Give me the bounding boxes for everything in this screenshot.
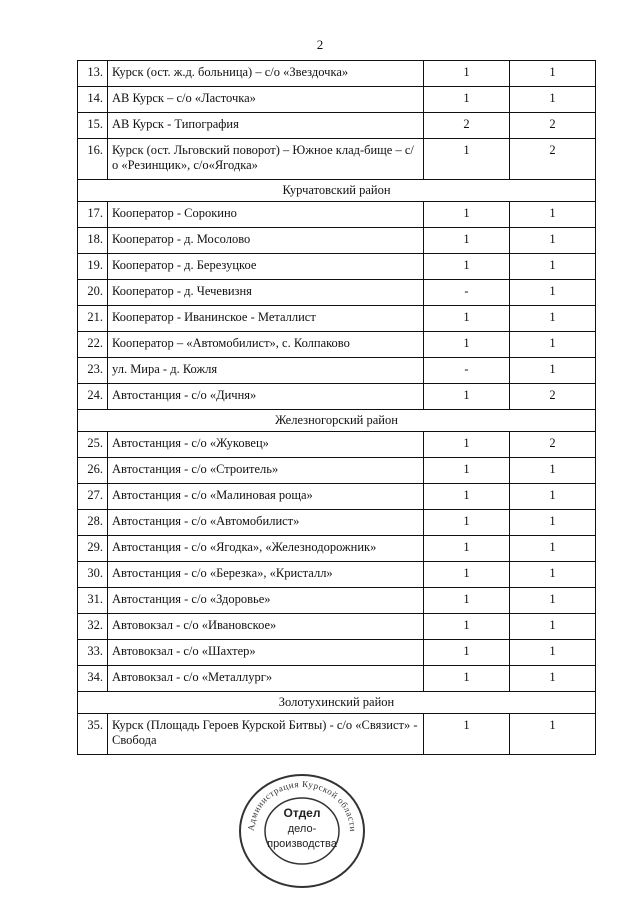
row-number: 22. [78, 332, 108, 358]
value-col-1: 1 [424, 384, 510, 410]
route-name: Автостанция - с/о «Малиновая роща» [108, 484, 424, 510]
routes-table [77, 60, 596, 755]
table-row [78, 588, 596, 614]
route-name: Автостанция - с/о «Дичня» [108, 384, 424, 410]
route-name: Автостанция - с/о «Ягодка», «Железнодорожник» [108, 536, 424, 562]
value-col-2: 2 [510, 113, 596, 139]
value-col-1: 1 [424, 714, 510, 755]
row-number: 27. [78, 484, 108, 510]
route-name: АВ Курск – с/о «Ласточка» [108, 87, 424, 113]
value-col-2: 1 [510, 614, 596, 640]
value-col-2: 1 [510, 202, 596, 228]
value-col-1: 1 [424, 332, 510, 358]
row-number: 20. [78, 280, 108, 306]
route-name: Автостанция - с/о «Строитель» [108, 458, 424, 484]
table-row [78, 640, 596, 666]
route-name: Кооператор - Сорокино [108, 202, 424, 228]
value-col-2: 1 [510, 254, 596, 280]
table-row [78, 113, 596, 139]
table-row [78, 228, 596, 254]
value-col-2: 1 [510, 280, 596, 306]
table-row [78, 458, 596, 484]
value-col-2: 2 [510, 384, 596, 410]
table-row [78, 87, 596, 113]
value-col-1: 1 [424, 61, 510, 87]
value-col-2: 1 [510, 588, 596, 614]
row-number: 23. [78, 358, 108, 384]
value-col-1: 1 [424, 614, 510, 640]
table-row [78, 432, 596, 458]
table-row [78, 384, 596, 410]
value-col-1: 1 [424, 536, 510, 562]
row-number: 34. [78, 666, 108, 692]
value-col-2: 1 [510, 484, 596, 510]
table-row [78, 714, 596, 755]
value-col-2: 2 [510, 139, 596, 180]
route-name: ул. Мира - д. Кожля [108, 358, 424, 384]
route-name: Автовокзал - с/о «Ивановское» [108, 614, 424, 640]
row-number: 14. [78, 87, 108, 113]
route-name: Курск (ост. ж.д. больница) – с/о «Звездочка» [108, 61, 424, 87]
route-name: Автовокзал - с/о «Металлург» [108, 666, 424, 692]
value-col-2: 1 [510, 666, 596, 692]
row-number: 16. [78, 139, 108, 180]
route-name: Кооператор - д. Березуцкое [108, 254, 424, 280]
value-col-1: 1 [424, 640, 510, 666]
row-number: 13. [78, 61, 108, 87]
value-col-2: 1 [510, 714, 596, 755]
row-number: 18. [78, 228, 108, 254]
value-col-1: - [424, 358, 510, 384]
route-name: Автостанция - с/о «Березка», «Кристалл» [108, 562, 424, 588]
section-title: Железногорский район [78, 410, 596, 432]
row-number: 26. [78, 458, 108, 484]
row-number: 25. [78, 432, 108, 458]
value-col-2: 1 [510, 228, 596, 254]
route-name: Автовокзал - с/о «Шахтер» [108, 640, 424, 666]
row-number: 28. [78, 510, 108, 536]
value-col-1: 1 [424, 139, 510, 180]
table-row [78, 358, 596, 384]
office-stamp [236, 772, 368, 890]
table-row [78, 536, 596, 562]
route-name: Автостанция - с/о «Здоровье» [108, 588, 424, 614]
section-header-row [78, 180, 596, 202]
value-col-2: 1 [510, 306, 596, 332]
table-row [78, 614, 596, 640]
row-number: 17. [78, 202, 108, 228]
value-col-1: 1 [424, 562, 510, 588]
value-col-2: 1 [510, 536, 596, 562]
table-row [78, 306, 596, 332]
value-col-1: 1 [424, 202, 510, 228]
section-title: Курчатовский район [78, 180, 596, 202]
value-col-2: 1 [510, 458, 596, 484]
row-number: 35. [78, 714, 108, 755]
route-name: АВ Курск - Типография [108, 113, 424, 139]
section-header-row [78, 410, 596, 432]
row-number: 29. [78, 536, 108, 562]
table-row [78, 332, 596, 358]
table-row [78, 280, 596, 306]
value-col-1: 1 [424, 432, 510, 458]
row-number: 24. [78, 384, 108, 410]
value-col-2: 1 [510, 332, 596, 358]
value-col-1: - [424, 280, 510, 306]
value-col-1: 1 [424, 510, 510, 536]
table-row [78, 254, 596, 280]
stamp-ring-text: Администрация Курской области [245, 778, 359, 833]
value-col-1: 1 [424, 666, 510, 692]
value-col-1: 1 [424, 228, 510, 254]
value-col-1: 1 [424, 87, 510, 113]
stamp-line: производства [267, 838, 337, 850]
route-name: Кооператор – «Автомобилист», с. Колпаково [108, 332, 424, 358]
value-col-1: 1 [424, 306, 510, 332]
route-name: Курск (ост. Льговский поворот) – Южное клад-бище – с/о «Резинщик», с/о«Ягодка» [108, 139, 424, 180]
row-number: 15. [78, 113, 108, 139]
row-number: 19. [78, 254, 108, 280]
table-row [78, 202, 596, 228]
route-name: Кооператор - Иванинское - Металлист [108, 306, 424, 332]
value-col-2: 1 [510, 562, 596, 588]
route-name: Автостанция - с/о «Жуковец» [108, 432, 424, 458]
table-row [78, 61, 596, 87]
section-title: Золотухинский район [78, 692, 596, 714]
value-col-1: 1 [424, 588, 510, 614]
route-name: Кооператор - д. Мосолово [108, 228, 424, 254]
row-number: 31. [78, 588, 108, 614]
row-number: 30. [78, 562, 108, 588]
value-col-1: 2 [424, 113, 510, 139]
row-number: 32. [78, 614, 108, 640]
table-row [78, 484, 596, 510]
row-number: 21. [78, 306, 108, 332]
value-col-2: 1 [510, 510, 596, 536]
value-col-2: 1 [510, 87, 596, 113]
row-number: 33. [78, 640, 108, 666]
value-col-1: 1 [424, 458, 510, 484]
page-number: 2 [316, 37, 324, 52]
table-row [78, 666, 596, 692]
stamp-line: дело- [287, 823, 317, 835]
section-header-row [78, 692, 596, 714]
value-col-2: 1 [510, 358, 596, 384]
table-row [78, 510, 596, 536]
value-col-2: 1 [510, 61, 596, 87]
value-col-2: 1 [510, 640, 596, 666]
table-row [78, 139, 596, 180]
route-name: Курск (Площадь Героев Курской Битвы) - с/о «Связист» - Свобода [108, 714, 424, 755]
value-col-2: 2 [510, 432, 596, 458]
route-name: Кооператор - д. Чечевизня [108, 280, 424, 306]
value-col-1: 1 [424, 254, 510, 280]
route-name: Автостанция - с/о «Автомобилист» [108, 510, 424, 536]
stamp-line: Отдел [283, 806, 321, 820]
table-row [78, 562, 596, 588]
value-col-1: 1 [424, 484, 510, 510]
